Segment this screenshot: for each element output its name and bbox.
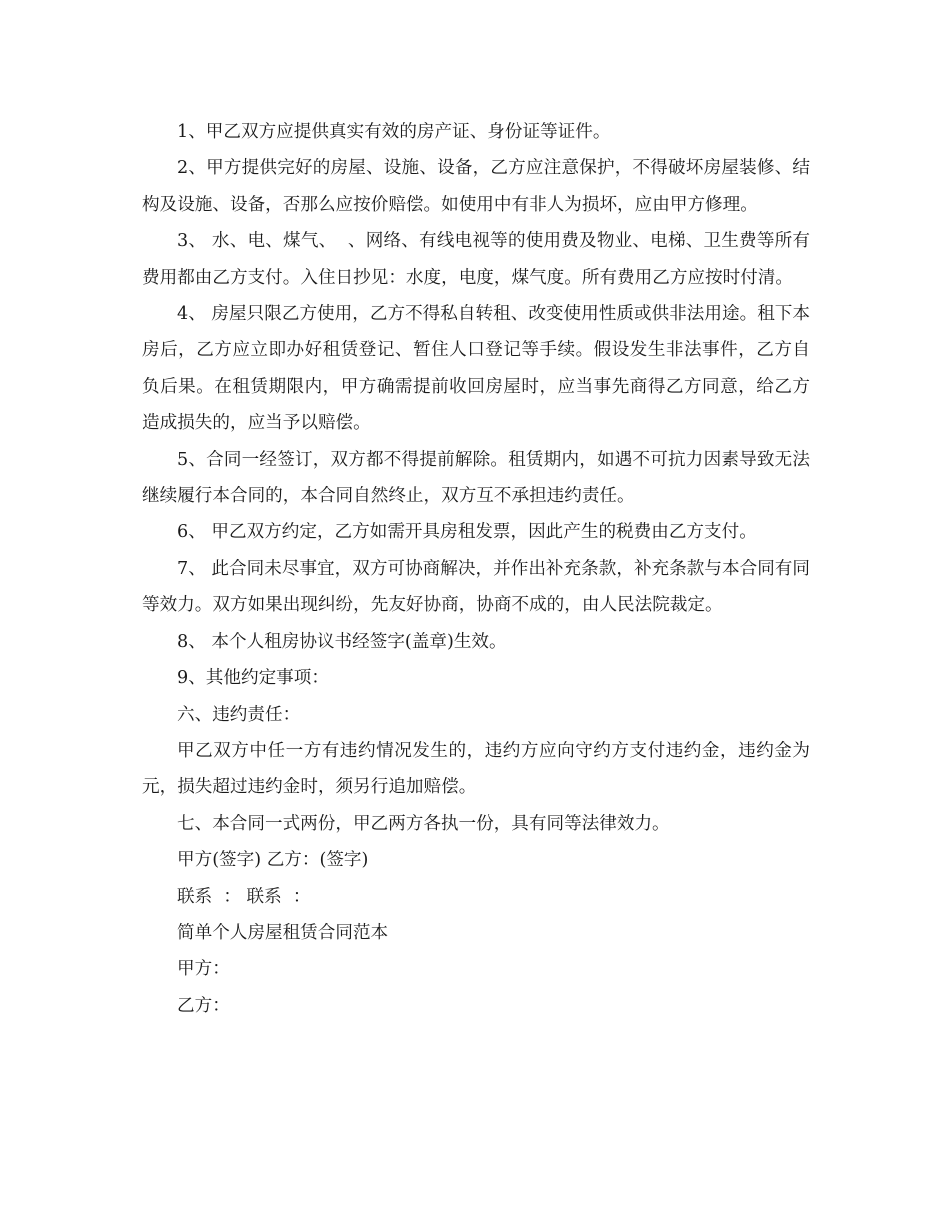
section-heading-copies: 七、本合同一式两份，甲乙两方各执一份，具有同等法律效力。 (177, 813, 670, 834)
clause-7: 7、 此合同未尽事宜，双方可协商解决，并作出补充条款，补充条款与本合同有同等效力。双方如果出现纠纷，先友好协商，协商不成的，由人民法院裁定。 (142, 558, 810, 616)
document-body (142, 114, 810, 1024)
breach-paragraph: 甲乙双方中任一方有违约情况发生的，违约方应向守约方支付违约金，违约金为元，损失超过违约金时，须另行追加赔偿。 (142, 740, 810, 798)
clause-9: 9、其他约定事项： (177, 668, 329, 689)
clause-3: 3、 水、电、煤气、 、网络、有线电视等的使用费及物业、电梯、卫生费等所有费用都由乙方支付。入住日抄见：水度，电度，煤气度。所有费用乙方应按时付清。 (142, 231, 810, 288)
clause-2: 2、甲方提供完好的房屋、设施、设备，乙方应注意保护，不得破坏房屋装修、结构及设施、设备，否那么应按价赔偿。如使用中有非人为损坏，应由甲方修理。 (142, 158, 810, 215)
clause-5: 5、合同一经签订，双方都不得提前解除。租赁期内，如遇不可抗力因素导致无法继续履行本合同的，本合同自然终止，双方互不承担违约责任。 (142, 449, 810, 507)
clause-4: 4、 房屋只限乙方使用，乙方不得私自转租、改变使用性质或供非法用途。租下本房后，乙方应立即办好租赁登记、暂住人口登记等手续。假设发生非法事件，乙方自负后果。在租赁期限内，甲方确需提前收回房屋时，应当事先商得乙方同意，给乙方造成损失的，应当予以赔偿。 (142, 304, 810, 434)
party-a-line: 甲方： (177, 959, 230, 980)
clause-1: 1、甲乙双方应提供真实有效的房产证、身份证等证件。 (177, 122, 611, 142)
template-title: 简单个人房屋租赁合同范本 (177, 922, 389, 943)
clause-6: 6、 甲乙双方约定，乙方如需开具房租发票，因此产生的税费由乙方支付。 (177, 522, 757, 543)
party-b-line: 乙方： (177, 995, 230, 1016)
section-heading-breach: 六、违约责任： (177, 704, 301, 725)
contact-line: 联系 ： 联系 ： (177, 886, 311, 907)
signature-line: 甲方(签字) 乙方：(签字) (177, 850, 369, 871)
clause-8: 8、 本个人租房协议书经签字(盖章)生效。 (177, 631, 507, 652)
